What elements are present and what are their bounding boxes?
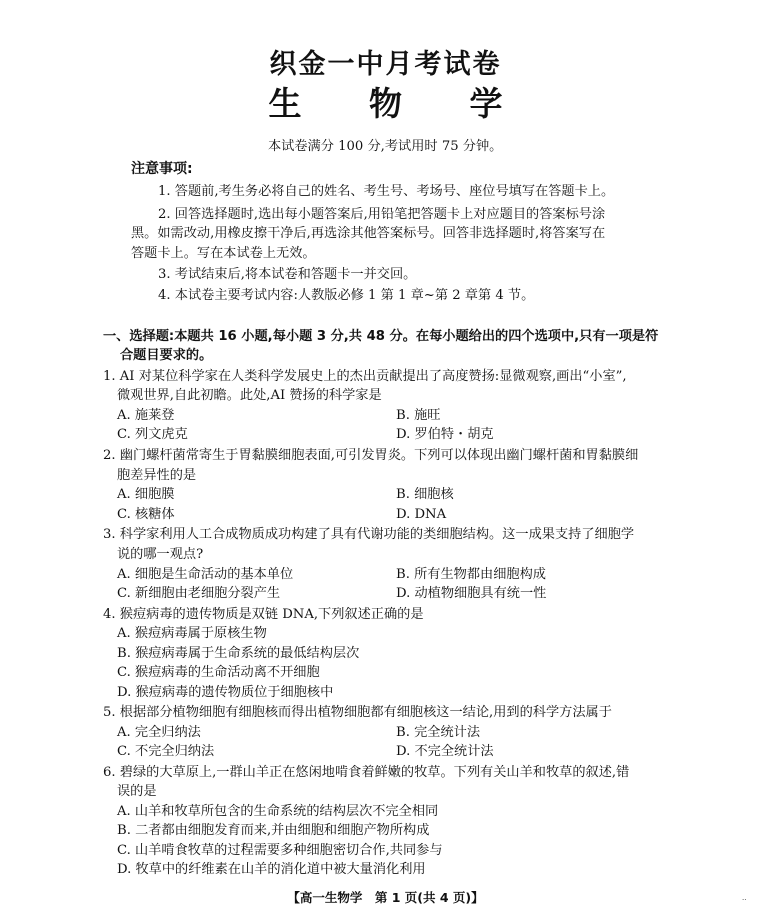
question-5-option-a: A. 完全归纳法 bbox=[117, 725, 201, 740]
question-3-option-d: D. 动植物细胞具有统一性 bbox=[396, 586, 547, 601]
question-1-option-c: C. 列文虎克 bbox=[117, 427, 188, 442]
exam-title: 织金一中月考试卷 bbox=[269, 49, 502, 80]
question-5-stem: 5. 根据部分植物细胞有细胞核而得出植物细胞都有细胞核这一结论,用到的科学方法属于 bbox=[103, 705, 612, 720]
question-6-stem-cont: 误的是 bbox=[117, 784, 157, 799]
note-item: 3. 考试结束后,将本试卷和答题卡一并交回。 bbox=[158, 267, 417, 282]
question-1-option-d: D. 罗伯特・胡克 bbox=[396, 427, 494, 442]
subject-title: 生 物 学 bbox=[268, 84, 531, 123]
question-2-option-c: C. 核糖体 bbox=[117, 507, 175, 522]
corner-mark: ·· bbox=[742, 896, 747, 904]
question-6-stem: 6. 碧绿的大草原上,一群山羊正在悠闲地啃食着鲜嫩的牧草。下列有关山羊和牧草的叙述,错 bbox=[103, 765, 630, 780]
note-item: 2. 回答选择题时,选出每小题答案后,用铅笔把答题卡上对应题目的答案标号涂 bbox=[158, 207, 606, 222]
question-4-option-c: C. 猴痘病毒的生命活动离不开细胞 bbox=[117, 665, 320, 680]
question-4-stem: 4. 猴痘病毒的遗传物质是双链 DNA,下列叙述正确的是 bbox=[103, 607, 424, 622]
question-1-option-a: A. 施莱登 bbox=[117, 408, 175, 423]
question-3-option-b: B. 所有生物都由细胞构成 bbox=[396, 567, 546, 582]
question-5-option-c: C. 不完全归纳法 bbox=[117, 744, 215, 759]
page-footer: 【高一生物学 第 1 页(共 4 页)】 bbox=[287, 890, 484, 905]
exam-info: 本试卷满分 100 分,考试用时 75 分钟。 bbox=[268, 139, 503, 154]
section-heading-cont: 合题目要求的。 bbox=[120, 348, 213, 363]
question-3-option-a: A. 细胞是生命活动的基本单位 bbox=[117, 567, 294, 582]
question-4-option-b: B. 猴痘病毒属于生命系统的最低结构层次 bbox=[117, 646, 360, 661]
notes-heading: 注意事项: bbox=[131, 161, 193, 177]
question-4-option-d: D. 猴痘病毒的遗传物质位于细胞核中 bbox=[117, 685, 334, 700]
question-5-option-d: D. 不完全统计法 bbox=[396, 744, 494, 759]
question-6-option-a: A. 山羊和牧草所包含的生命系统的结构层次不完全相同 bbox=[117, 804, 439, 819]
question-4-option-a: A. 猴痘病毒属于原核生物 bbox=[117, 626, 267, 641]
section-heading: 一、选择题:本题共 16 小题,每小题 3 分,共 48 分。在每小题给出的四个选项中,只有一项是符 bbox=[103, 329, 659, 344]
question-2-option-b: B. 细胞核 bbox=[396, 487, 454, 502]
question-2-option-a: A. 细胞膜 bbox=[117, 487, 175, 502]
question-1-stem-cont: 微观世界,自此初瞻。此处,AI 赞扬的科学家是 bbox=[117, 388, 382, 403]
question-2-option-d: D. DNA bbox=[396, 507, 447, 522]
question-3-stem-cont: 说的哪一观点? bbox=[117, 547, 204, 562]
note-item: 4. 本试卷主要考试内容:人教版必修 1 第 1 章~第 2 章第 4 节。 bbox=[158, 288, 535, 303]
question-5-option-b: B. 完全统计法 bbox=[396, 725, 481, 740]
question-3-stem: 3. 科学家利用人工合成物质成功构建了具有代谢功能的类细胞结构。这一成果支持了细胞学 bbox=[103, 527, 635, 542]
question-6-option-c: C. 山羊啃食牧草的过程需要多种细胞密切合作,共同参与 bbox=[117, 843, 443, 858]
question-6-option-d: D. 牧草中的纤维素在山羊的消化道中被大量消化利用 bbox=[117, 862, 426, 877]
question-6-option-b: B. 二者都由细胞发育而来,并由细胞和细胞产物所构成 bbox=[117, 823, 430, 838]
question-1-stem: 1. AI 对某位科学家在人类科学发展史上的杰出贡献提出了高度赞扬:显微观察,画出“小室”, bbox=[103, 369, 627, 384]
question-3-option-c: C. 新细胞由老细胞分裂产生 bbox=[117, 586, 281, 601]
note-item: 答题卡上。写在本试卷上无效。 bbox=[131, 246, 316, 261]
note-item: 1. 答题前,考生务必将自己的姓名、考生号、考场号、座位号填写在答题卡上。 bbox=[158, 184, 615, 199]
question-2-stem-cont: 胞差异性的是 bbox=[117, 468, 197, 483]
note-item: 黑。如需改动,用橡皮擦干净后,再选涂其他答案标号。回答非选择题时,将答案写在 bbox=[131, 226, 606, 241]
question-1-option-b: B. 施旺 bbox=[396, 408, 441, 423]
question-2-stem: 2. 幽门螺杆菌常寄生于胃黏膜细胞表面,可引发胃炎。下列可以体现出幽门螺杆菌和胃黏膜细 bbox=[103, 448, 639, 463]
